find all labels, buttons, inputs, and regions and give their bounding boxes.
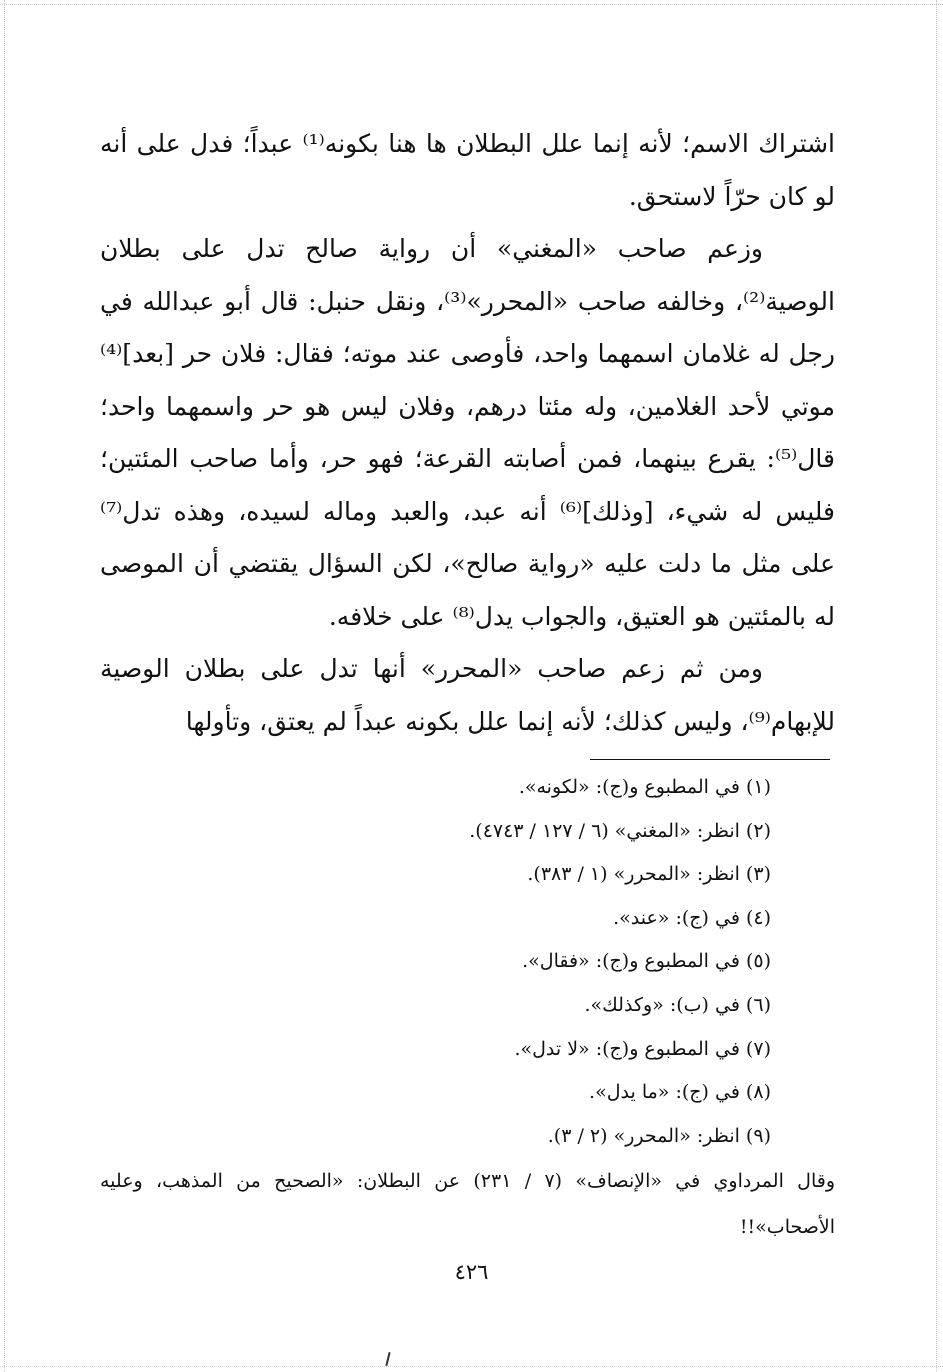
footnote-8: (٨) في (ج): «ما يدل». <box>589 1081 771 1104</box>
scan-margin-dots-left <box>4 0 5 1372</box>
footnotes <box>100 766 835 1250</box>
body-paragraph-1: اشتراك الاسم؛ لأنه إنما علل البطلان ها هنا بكونه⁽¹⁾ عبداً؛ فدل على أنه لو كان حرّاً لاستحق. <box>100 129 836 211</box>
footnote-7: (٧) في المطبوع و(ج): «لا تدل». <box>514 1037 771 1060</box>
scan-margin-dots-top <box>0 4 943 5</box>
footnote-1: (١) في المطبوع و(ج): «لكونه». <box>518 776 771 798</box>
footnote-3: (٣) انظر: «المحرر» (١ / ٣٨٣). <box>527 863 771 886</box>
page-number: ٤٢٦ <box>454 1260 489 1284</box>
footnote-5: (٥) في المطبوع و(ج): «فقال». <box>522 950 771 973</box>
footnote-separator <box>590 759 830 760</box>
footnote-2: (٢) انظر: «المغني» (٦ / ١٢٧ / ٤٧٤٣). <box>469 819 771 842</box>
scan-margin-dots-right <box>936 0 937 1372</box>
footnote-6: (٦) في (ب): «وكذلك». <box>584 993 771 1016</box>
footnote-9: (٩) انظر: «المحرر» (٢ / ٣). <box>547 1124 771 1147</box>
scan-margin-dots-bottom <box>0 1366 943 1367</box>
body-paragraph-2: وزعم صاحب «المغني» أن رواية صالح تدل على بطلان الوصية⁽²⁾، وخالفه صاحب «المحرر»⁽³⁾، ونقل حنبل: قال أبو عبدالله في رجل له غلامان اسمهما واحد، فأوصى عند موته؛ فقال: فلان حر [بعد]⁽⁴⁾ موتي لأحد الغلامين، وله مئتا درهم، وفلان ليس هو حر واسمهما واحد؛ قال⁽⁵⁾: يقرع بينهما، فمن أصابته القرعة؛ فهو حر، وأما صاحب المئتين؛ فليس له شيء، [وذلك]⁽⁶⁾ أنه عبد، والعبد وماله لسيده، وهذه تدل⁽⁷⁾ على مثل ما دلت عليه «رواية صالح»، لكن السؤال يقتضي أن الموصى له بالمئتين هو العتيق، والجواب يدل⁽⁸⁾ على خلافه. <box>100 234 836 631</box>
footnote-continuation: وقال المرداوي في «الإنصاف» (٧ / ٢٣١) عن البطلان: «الصحيح من المذهب، وعليه الأصحاب»!! <box>100 1170 836 1239</box>
footnote-4: (٤) في (ج): «عند». <box>613 906 771 929</box>
main-text <box>100 118 835 748</box>
scan-stray-mark <box>385 1352 390 1366</box>
body-paragraph-3: ومن ثم زعم صاحب «المحرر» أنها تدل على بطلان الوصية للإبهام⁽⁹⁾، وليس كذلك؛ لأنه إنما علل بكونه عبداً لم يعتق، وتأولها <box>100 654 835 736</box>
